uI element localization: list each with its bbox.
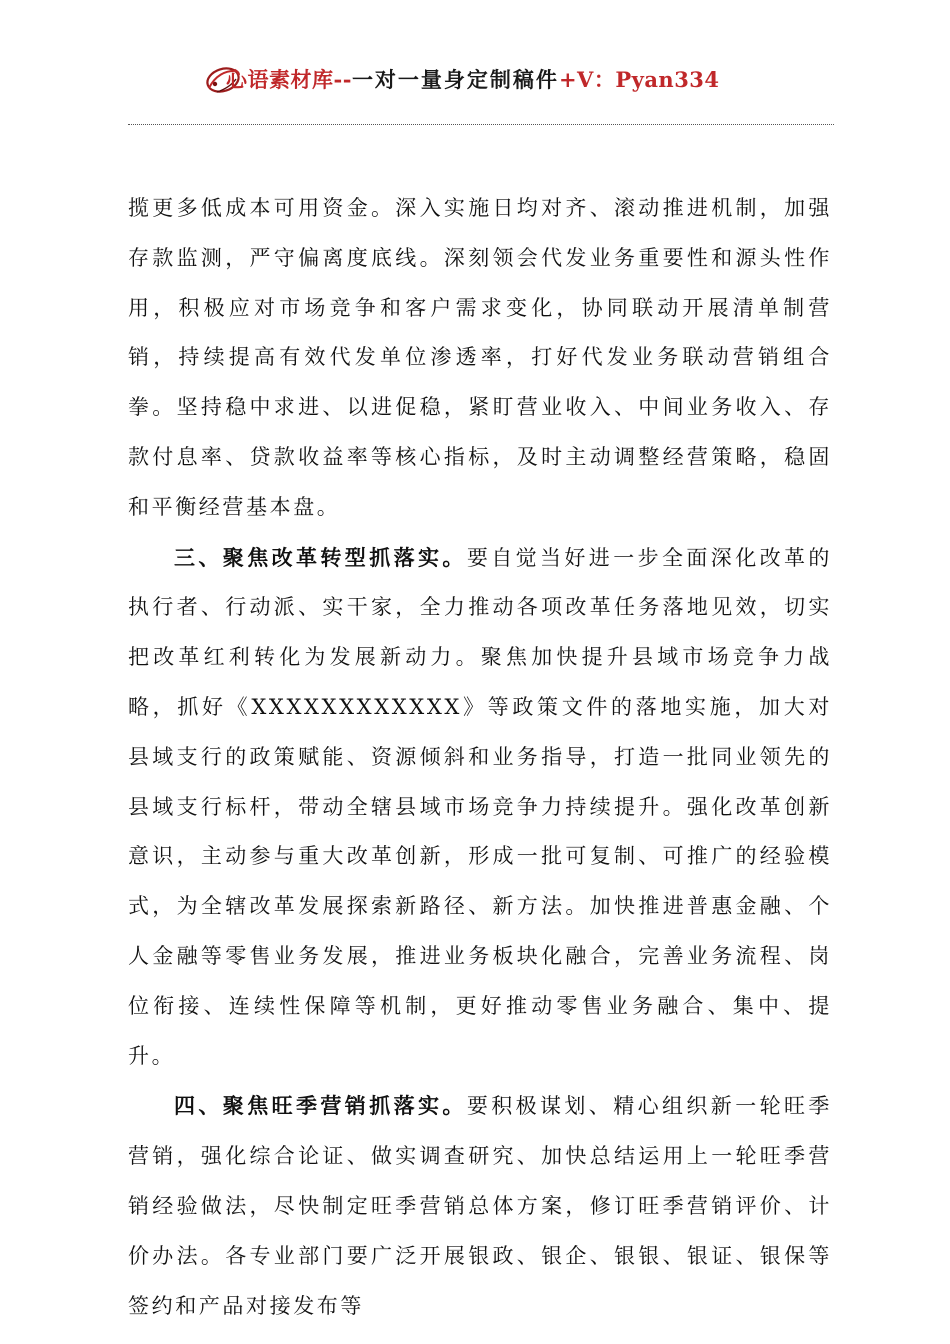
brand-name: 心语素材库 [226, 67, 334, 92]
contact-id: Pyan334 [615, 67, 720, 92]
paragraph-section-4 [128, 1081, 832, 1331]
header-slogan: 一对一量身定制稿件 [351, 67, 559, 92]
section-heading: 三、聚焦改革转型抓落实。 [174, 544, 467, 570]
header-title [226, 64, 720, 94]
header-divider [128, 124, 834, 125]
paragraph-text: 要积极谋划、精心组织新一轮旺季营销，强化综合论证、做实调查研究、加快总结运用上一轮旺季营销经验做法，尽快制定旺季营销总体方案，修订旺季营销评价、计价办法。各专业部门要广泛开展银政、银企、银银、银证、银保等签约和产品对接发布等 [128, 1094, 833, 1318]
paragraph-continuation [128, 184, 832, 533]
paragraph-section-3 [128, 533, 832, 1082]
section-heading: 四、聚焦旺季营销抓落实。 [174, 1093, 467, 1119]
header-separator: -- [333, 67, 352, 92]
contact-prefix: +V： [558, 67, 616, 92]
paragraph-text: 要自觉当好进一步全面深化改革的执行者、行动派、实干家，全力推动各项改革任务落地见效，切实把改革红利转化为发展新动力。聚焦加快提升县域市场竞争力战略，抓好《XXXXXXXXXXXX》等政策文件的落地实施，加大对县域支行的政策赋能、资源倾斜和业务指导，打造一批同业领先的县域支行标杆，带动全辖县域市场竞争力持续提升。强化改革创新意识，主动参与重大改革创新，形成一批可复制、可推广的经验模式，为全辖改革发展探索新路径、新方法。加快推进普惠金融、个人金融等零售业务发展，推进业务板块化融合，完善业务流程、岗位衔接、连续性保障等机制，更好推动零售业务融合、集中、提升。 [128, 545, 833, 1068]
paragraph-text: 揽更多低成本可用资金。深入实施日均对齐、滚动推进机制，加强存款监测，严守偏离度底线。深刻领会代发业务重要性和源头性作用，积极应对市场竞争和客户需求变化，协同联动开展清单制营销，持续提高有效代发单位渗透率，打好代发业务联动营销组合拳。坚持稳中求进、以进促稳，紧盯营业收入、中间业务收入、存款付息率、贷款收益率等核心指标，及时主动调整经营策略，稳固和平衡经营基本盘。 [128, 196, 832, 519]
document-body [128, 184, 832, 1331]
page-header [0, 60, 950, 104]
